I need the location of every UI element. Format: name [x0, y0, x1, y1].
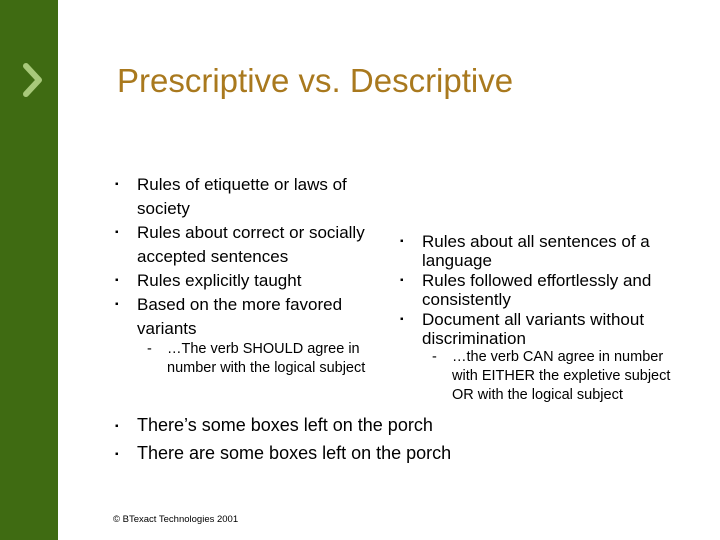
prescriptive-example — [147, 340, 372, 378]
list-item-label: Rules about correct or socially accepted sentences — [137, 223, 365, 266]
list-item — [113, 269, 383, 293]
slide-title: Prescriptive vs. Descriptive — [117, 62, 514, 99]
example-text: …The verb SHOULD agree in number with the logical subject — [167, 341, 366, 376]
list-item-label: Based on the more favored variants — [137, 295, 343, 338]
bullet-icon: ▪ — [115, 449, 119, 460]
bullet-icon: ▪ — [400, 275, 404, 286]
copyright-footer: © BTexact Technologies 2001 — [113, 514, 239, 525]
list-item — [113, 221, 383, 269]
sidebar-band — [0, 0, 58, 540]
bullet-icon: ▪ — [115, 421, 119, 432]
example-sentences — [113, 411, 613, 467]
list-item — [398, 232, 670, 270]
example-text: …the verb CAN agree in number with EITHER the expletive subject OR with the logical subject — [452, 349, 671, 403]
list-item-label: Rules explicitly taught — [137, 271, 302, 290]
bullet-icon: ▪ — [115, 275, 119, 286]
bullet-icon: ▪ — [400, 314, 404, 325]
list-item-label: Rules followed effortlessly and consistently — [422, 271, 652, 309]
chevron-right-icon — [12, 58, 52, 102]
list-item — [398, 310, 670, 348]
prescriptive-list — [113, 173, 383, 341]
list-item — [398, 271, 670, 309]
list-item-label: There’s some boxes left on the porch — [137, 415, 433, 435]
list-item-label: There are some boxes left on the porch — [137, 443, 452, 463]
list-item — [113, 411, 613, 439]
list-item-label: Rules of etiquette or laws of society — [137, 175, 347, 218]
descriptive-example — [432, 348, 672, 405]
bullet-icon: ▪ — [115, 227, 119, 238]
list-item — [113, 439, 613, 467]
descriptive-list — [398, 232, 670, 349]
bullet-icon: ▪ — [400, 236, 404, 247]
list-item — [113, 173, 383, 221]
dash-icon: - — [147, 341, 152, 357]
list-item-label: Document all variants without discrimination — [422, 310, 645, 348]
dash-icon: - — [432, 349, 437, 365]
bullet-icon: ▪ — [115, 179, 119, 190]
list-item-label: Rules about all sentences of a language — [422, 232, 650, 270]
bullet-icon: ▪ — [115, 299, 119, 310]
list-item — [113, 293, 383, 341]
